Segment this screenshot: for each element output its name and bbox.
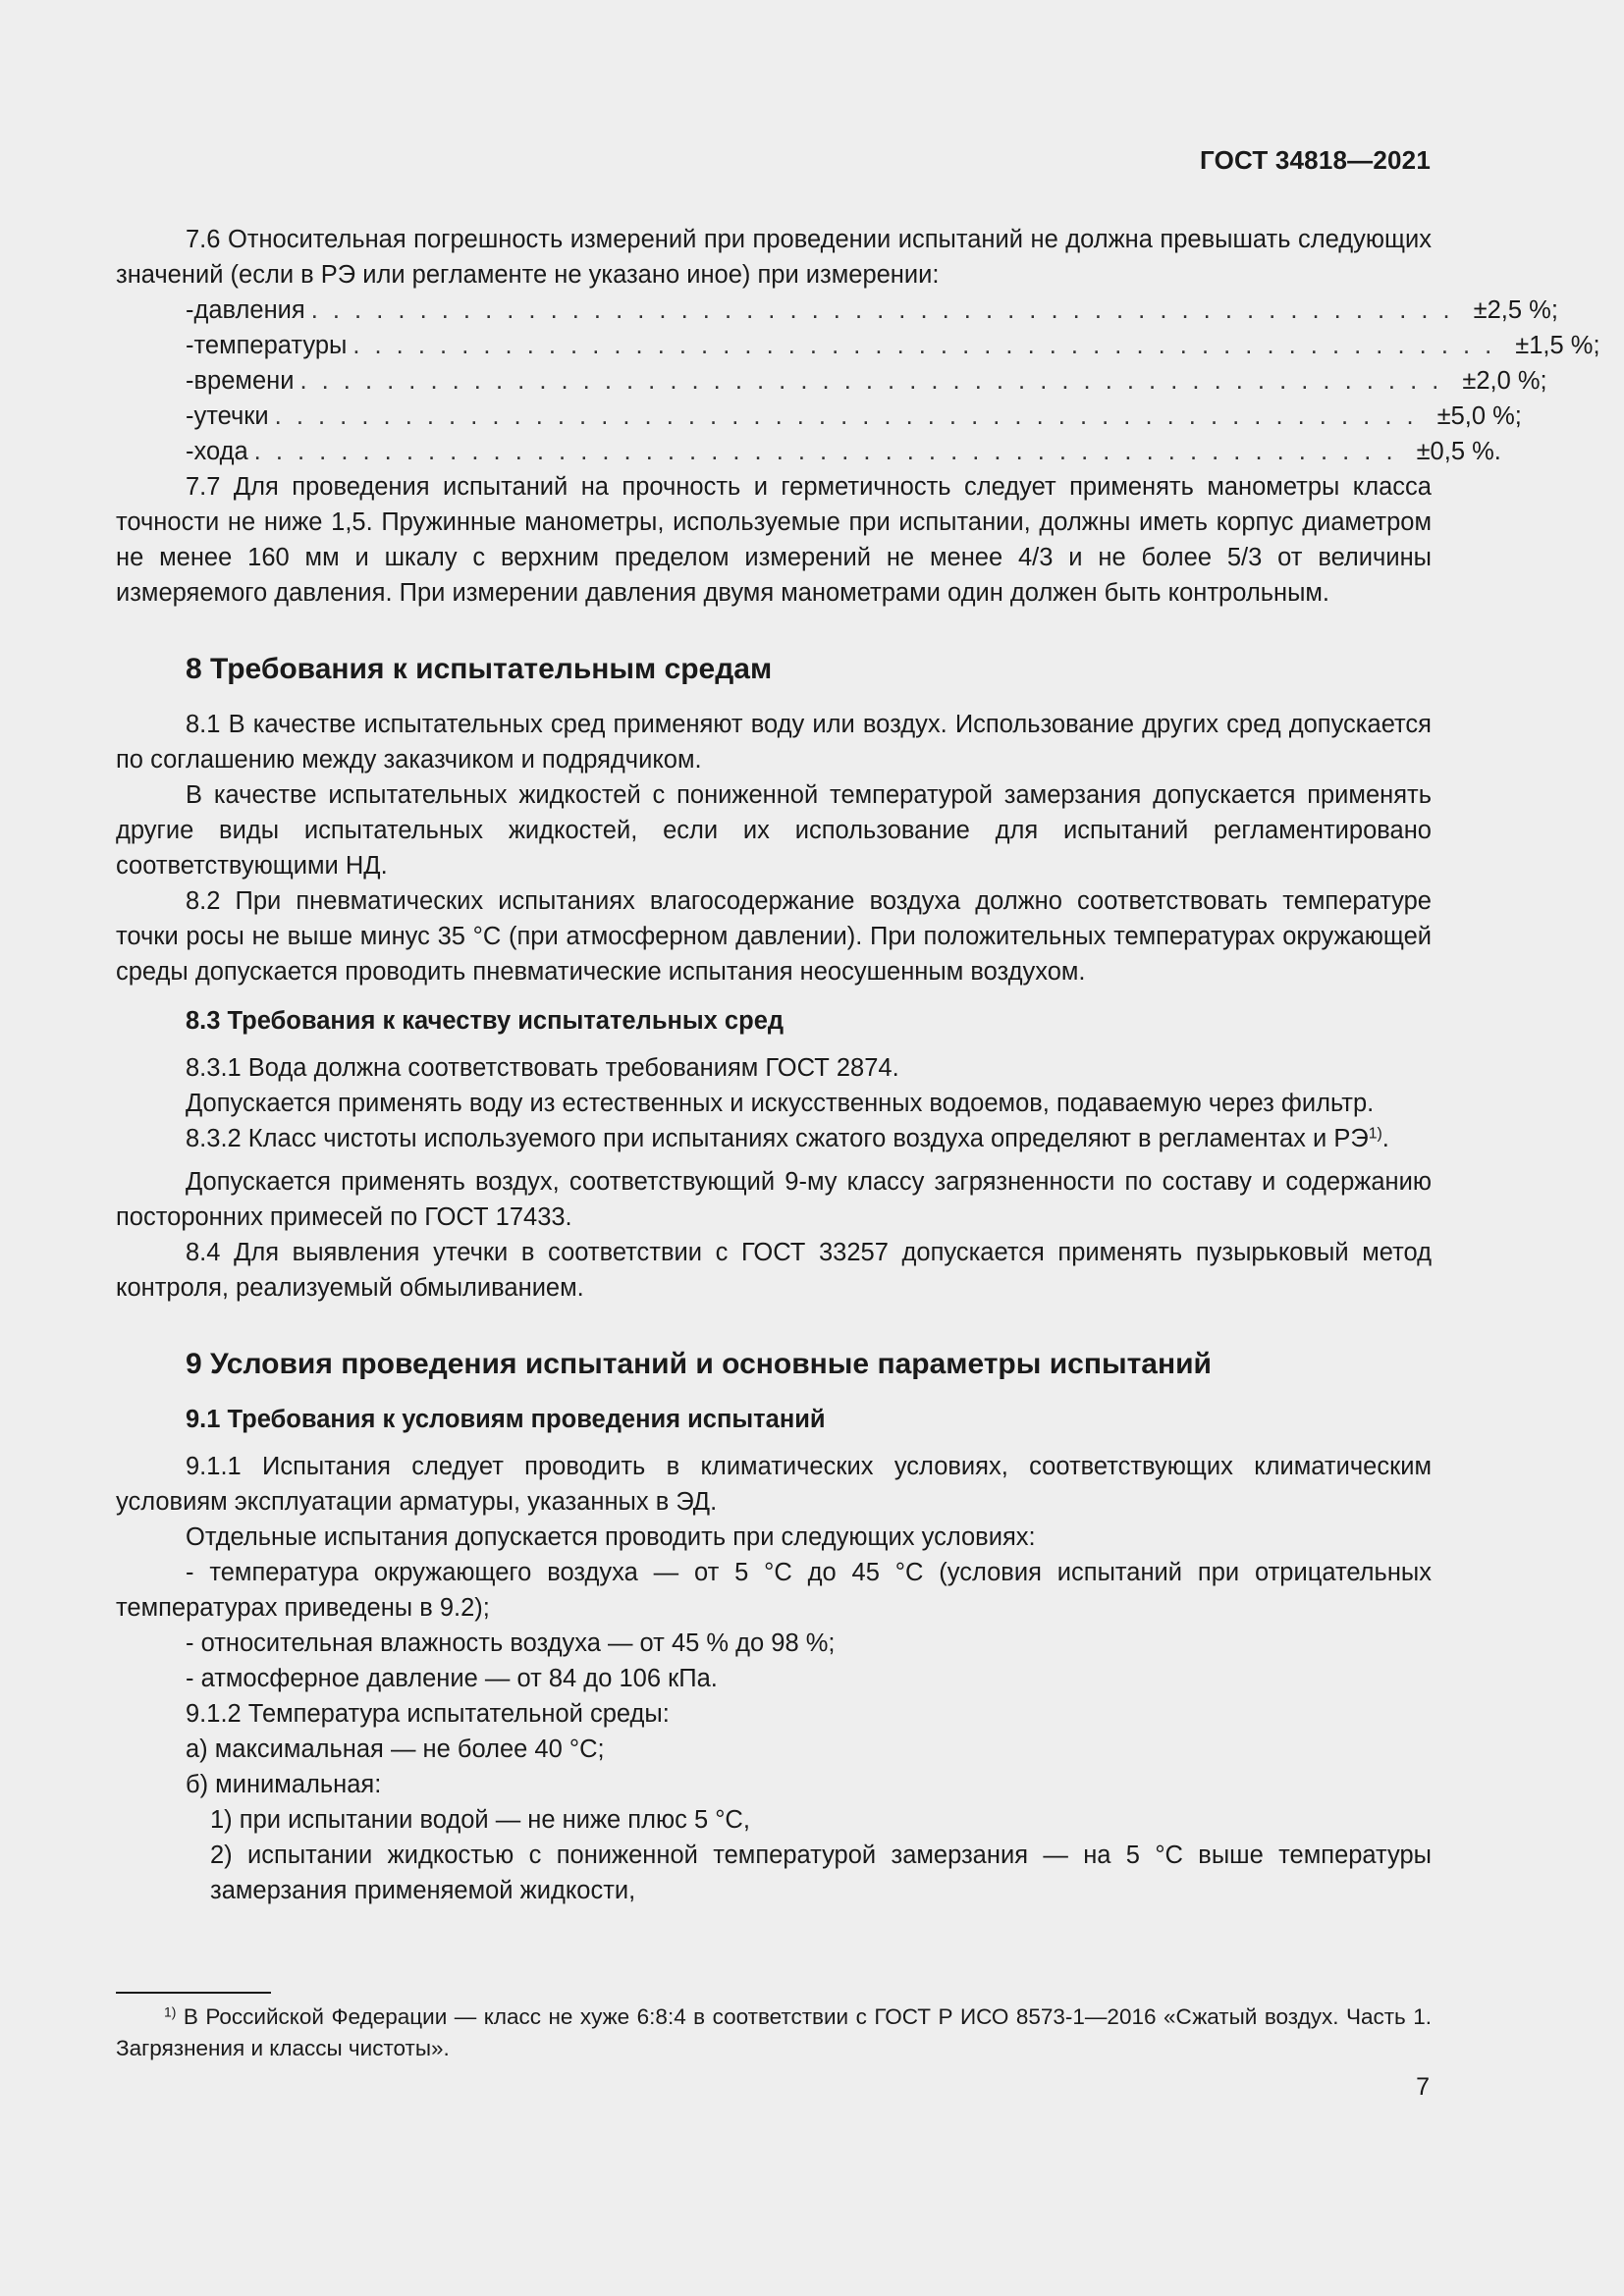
condition-pressure: - атмосферное давление — от 84 до 106 кПа.	[186, 1665, 718, 1692]
dot-leader: . . . . . . . . . . . . . . . . . . . . . . . . . . . . . . . . . . . . . . . . . . . . . . . . . . . . .	[274, 402, 1418, 430]
list-dash: -	[186, 296, 194, 324]
clause-8-3-1-continued: Допускается применять воду из естественных и искусственных водоемов, подаваемую через фильтр.	[186, 1090, 1375, 1117]
list-dash: -	[186, 367, 194, 395]
list-dash: -	[186, 438, 194, 465]
clause-8-2: 8.2 При пневматических испытаниях влагосодержание воздуха должно соответствовать температуре точки росы не выше минус 35 °С (при атмосферном давлении). При положительных температурах окружающей среды допускается проводить пневматические испытания неосушенным воздухом.	[116, 887, 1432, 986]
subsection-8-3-title: 8.3 Требования к качеству испытательных сред	[186, 1007, 785, 1035]
accuracy-list	[186, 293, 1600, 469]
page-content	[116, 222, 1600, 1908]
dot-leader: . . . . . . . . . . . . . . . . . . . . . . . . . . . . . . . . . . . . . . . . . . . . . . . . . . . . .	[310, 296, 1454, 324]
footnote-text: В Российской Федерации — класс не хуже 6:8:4 в соответствии с ГОСТ Р ИСО 8573-1—2016 «Сжатый воздух. Часть 1. Загрязнения и классы чистоты».	[116, 2004, 1432, 2060]
accuracy-item	[186, 328, 1600, 363]
accuracy-item-name: времени	[193, 367, 295, 395]
clause-8-3-2-continued: Допускается применять воздух, соответствующий 9-му классу загрязненности по составу и содержанию посторонних примесей по ГОСТ 17433.	[116, 1168, 1432, 1231]
accuracy-item-value: ±2,0 %;	[1462, 367, 1547, 395]
accuracy-item-value: ±2,5 %;	[1473, 296, 1558, 324]
standard-designation: ГОСТ 34818—2021	[1200, 145, 1431, 175]
item-b-1: 1) при испытании водой — не ниже плюс 5 °С,	[210, 1806, 750, 1834]
section-8-title: 8 Требования к испытательным средам	[186, 653, 773, 685]
accuracy-item-name: хода	[193, 438, 248, 465]
clause-8-1-continued: В качестве испытательных жидкостей с пониженной температурой замерзания допускается применять другие виды испытательных жидкостей, если их использование для испытаний регламентировано соответствующими НД.	[116, 781, 1432, 880]
item-b-2: 2) испытании жидкостью с пониженной температурой замерзания — на 5 °С выше температуры замерзания применяемой жидкости,	[210, 1842, 1432, 1904]
clause-7-7: 7.7 Для проведения испытаний на прочность и герметичность следует применять манометры класса точности не ниже 1,5. Пружинные манометры, используемые при испытании, должны иметь корпус диаметром не менее 160 мм и шкалу с верхним пределом измерений не менее 4/3 и не более 5/3 от величины измеряемого давления. При измерении давления двумя манометрами один должен быть контрольным.	[116, 473, 1432, 607]
accuracy-item-name: давления	[193, 296, 305, 324]
list-dash: -	[186, 402, 194, 430]
dot-leader: . . . . . . . . . . . . . . . . . . . . . . . . . . . . . . . . . . . . . . . . . . . . . . . . . . . . .	[253, 438, 1397, 465]
clause-8-1: 8.1 В качестве испытательных сред применяют воду или воздух. Использование других сред допускается по соглашению между заказчиком и подрядчиком.	[116, 711, 1432, 774]
list-dash: -	[186, 332, 194, 359]
condition-humidity: - относительная влажность воздуха — от 45 % до 98 %;	[186, 1629, 836, 1657]
clause-9-1-1: 9.1.1 Испытания следует проводить в климатических условиях, соответствующих климатическим условиям эксплуатации арматуры, указанных в ЭД.	[116, 1453, 1432, 1516]
clause-7-6: 7.6 Относительная погрешность измерений при проведении испытаний не должна превышать следующих значений (если в РЭ или регламенте не указано иное) при измерении:	[116, 226, 1432, 289]
accuracy-item-value: ±5,0 %;	[1436, 402, 1522, 430]
accuracy-item-name: утечки	[193, 402, 269, 430]
dot-leader: . . . . . . . . . . . . . . . . . . . . . . . . . . . . . . . . . . . . . . . . . . . . . . . . . . . . .	[299, 367, 1443, 395]
page-number: 7	[1416, 2073, 1430, 2101]
accuracy-item-value: ±0,5 %.	[1416, 438, 1501, 465]
footnote-marker: 1)	[164, 2003, 177, 2020]
clause-8-3-2	[116, 1121, 1432, 1156]
clause-9-1-1-continued: Отдельные испытания допускается проводить при следующих условиях:	[186, 1523, 1036, 1551]
accuracy-item-name: температуры	[193, 332, 348, 359]
subsection-9-1-title: 9.1 Требования к условиям проведения испытаний	[186, 1406, 826, 1433]
dot-leader: . . . . . . . . . . . . . . . . . . . . . . . . . . . . . . . . . . . . . . . . . . . . . . . . . . . . .	[352, 332, 1496, 359]
condition-temperature: - температура окружающего воздуха — от 5 °С до 45 °С (условия испытаний при отрицательных температурах приведены в 9.2);	[116, 1559, 1432, 1622]
accuracy-item	[186, 434, 1501, 469]
clause-8-3-1: 8.3.1 Вода должна соответствовать требованиям ГОСТ 2874.	[186, 1054, 899, 1082]
footnote-separator	[116, 1992, 271, 1994]
clause-9-1-2: 9.1.2 Температура испытательной среды:	[186, 1700, 670, 1728]
clause-8-3-2-text: 8.3.2 Класс чистоты используемого при испытаниях сжатого воздуха определяют в регламентах и РЭ	[186, 1125, 1369, 1152]
accuracy-item	[186, 293, 1558, 328]
item-b-minimum: б) минимальная:	[186, 1771, 382, 1798]
footnote-ref: 1)	[1368, 1125, 1382, 1143]
section-9-title: 9 Условия проведения испытаний и основные параметры испытаний	[186, 1348, 1212, 1380]
clause-8-4: 8.4 Для выявления утечки в соответствии с ГОСТ 33257 допускается применять пузырьковый метод контроля, реализуемый обмыливанием.	[116, 1239, 1432, 1302]
footnote	[116, 2002, 1432, 2064]
accuracy-item-value: ±1,5 %;	[1515, 332, 1600, 359]
accuracy-item	[186, 399, 1522, 434]
item-a-maximum: а) максимальная — не более 40 °С;	[186, 1735, 605, 1763]
clause-8-3-2-end: .	[1381, 1125, 1389, 1152]
accuracy-item	[186, 363, 1547, 399]
